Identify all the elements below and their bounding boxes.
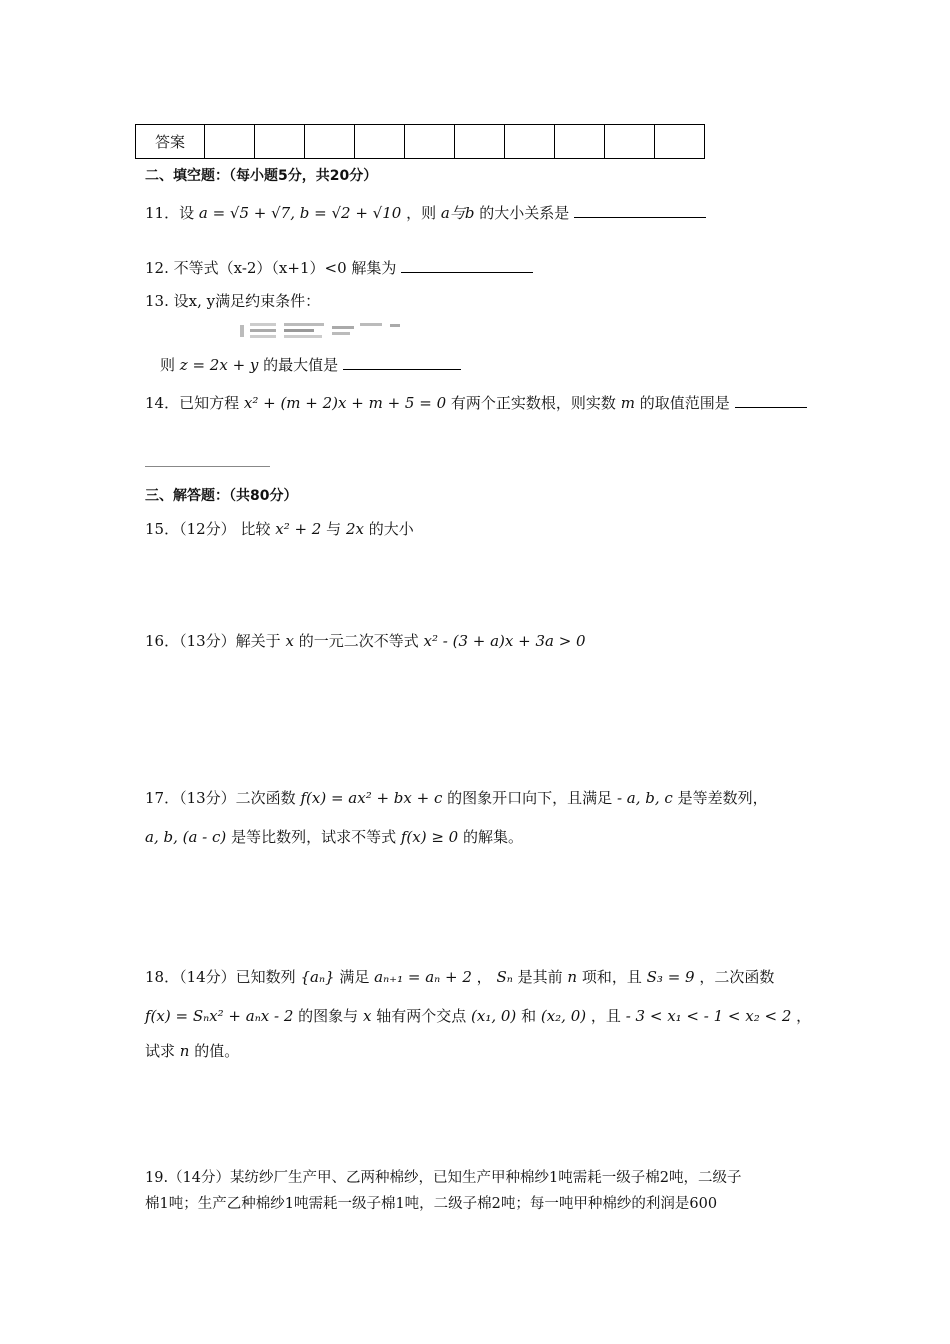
answer-table bbox=[135, 124, 705, 159]
q16-inequality: x² - (3 + a)x + 3a > 0 bbox=[423, 632, 586, 650]
answer-cell[interactable] bbox=[655, 125, 705, 159]
q18-mid2: ， bbox=[476, 968, 492, 986]
answer-label: 答案 bbox=[136, 125, 205, 159]
q18-line2-mid3: ，且 bbox=[590, 1007, 621, 1025]
question-17-line2 bbox=[145, 826, 523, 847]
question-18-line1 bbox=[145, 966, 774, 987]
answer-cell[interactable] bbox=[605, 125, 655, 159]
q18-line3-n: n bbox=[179, 1042, 190, 1060]
question-16 bbox=[145, 630, 586, 651]
q17-line2-mid: 是等比数列，试求不等式 bbox=[231, 828, 397, 846]
q13-answer-blank[interactable] bbox=[343, 355, 461, 370]
q16-var: x bbox=[285, 632, 294, 650]
constraint-system-image bbox=[240, 320, 410, 342]
q17-pre: 17．（13分）二次函数 bbox=[145, 789, 296, 807]
q18-mid3: 是其前 bbox=[517, 968, 563, 986]
question-19-line1: 19.（14分）某纺纱厂生产甲、乙两种棉纱，已知生产甲种棉纱1吨需耗一级子棉2吨，二级子 bbox=[145, 1170, 742, 1186]
question-18-line2 bbox=[145, 1005, 811, 1026]
q14-tail: 的取值范围是 bbox=[639, 394, 730, 412]
answer-cell[interactable] bbox=[505, 125, 555, 159]
question-19-line2: 棉1吨；生产乙种棉纱1吨需耗一级子棉1吨，二级子棉2吨；每一吨甲种棉纱的利润是600 bbox=[145, 1196, 718, 1212]
question-17-line1 bbox=[145, 787, 768, 808]
answer-cell[interactable] bbox=[305, 125, 355, 159]
q11-mid: ，则 bbox=[406, 204, 437, 222]
question-18-line3 bbox=[145, 1040, 239, 1061]
q14-var: m bbox=[620, 394, 635, 412]
q15-pre: 15．（12分） 比较 bbox=[145, 520, 271, 538]
section3-title: 三、解答题：（共80分） bbox=[145, 488, 298, 504]
q15-e1: x² + 2 bbox=[275, 520, 322, 538]
q14-mid: 有两个正实数根，则实数 bbox=[450, 394, 616, 412]
q18-x: x bbox=[362, 1007, 372, 1025]
q18-line2-mid2: 轴有两个交点 bbox=[376, 1007, 467, 1025]
q18-seq: {aₙ} bbox=[300, 968, 335, 986]
q18-pre: 18．（14分）已知数列 bbox=[145, 968, 296, 986]
q13-objective: z = 2x + y bbox=[179, 356, 259, 374]
q18-point1: (x₁, 0) bbox=[471, 1007, 517, 1025]
question-14 bbox=[145, 392, 807, 413]
q18-mid4: 项和，且 bbox=[581, 968, 642, 986]
q14-num: 14．已知方程 bbox=[145, 394, 240, 412]
q17-line2-tail: 的解集。 bbox=[463, 828, 524, 846]
q12-answer-blank[interactable] bbox=[401, 258, 533, 273]
question-11 bbox=[145, 202, 706, 223]
q17-mid: 的图象开口向下，且满足 bbox=[447, 789, 613, 807]
q15-e2: 2x bbox=[345, 520, 364, 538]
q13-objective-pre: 则 bbox=[160, 356, 176, 374]
answer-cell[interactable] bbox=[355, 125, 405, 159]
q18-point2: (x₂, 0) bbox=[540, 1007, 587, 1025]
q15-mid: 与 bbox=[326, 520, 342, 538]
q18-he: 和 bbox=[521, 1007, 537, 1025]
q11-formula: a = √5 + √7, b = √2 + √10 bbox=[198, 204, 402, 222]
q18-s3: S₃ = 9 bbox=[646, 968, 695, 986]
question-13: 13. 设x, y满足约束条件： bbox=[145, 292, 321, 310]
answer-cell[interactable] bbox=[205, 125, 255, 159]
q18-line1-tail: ，二次函数 bbox=[699, 968, 775, 986]
q12-text: 12. 不等式（x-2）（x+1）<0 解集为 bbox=[145, 259, 397, 277]
q18-mid: 满足 bbox=[339, 968, 370, 986]
section2-title: 二、填空题：（每小题5分，共20分） bbox=[145, 168, 378, 184]
q16-mid: 的一元二次不等式 bbox=[298, 632, 419, 650]
q11-vars: a与b bbox=[440, 204, 475, 222]
q15-tail: 的大小 bbox=[368, 520, 414, 538]
answer-cell[interactable] bbox=[255, 125, 305, 159]
q18-line2-tail: ， bbox=[796, 1007, 812, 1025]
q18-line3-pre: 试求 bbox=[145, 1042, 176, 1060]
q18-line3-tail: 的值。 bbox=[194, 1042, 240, 1060]
q18-line2-mid: 的图象与 bbox=[298, 1007, 359, 1025]
q14-answer-blank-continued[interactable] bbox=[145, 466, 270, 467]
q17-seq2: a, b, (a - c) bbox=[145, 828, 227, 846]
q18-condition: - 3 < x₁ < - 1 < x₂ < 2 bbox=[625, 1007, 792, 1025]
answer-cell[interactable] bbox=[455, 125, 505, 159]
q13-objective-post: 的最大值是 bbox=[263, 356, 339, 374]
q18-sn: Sₙ bbox=[496, 968, 513, 986]
q11-num: 11．设 bbox=[145, 204, 195, 222]
q18-function: f(x) = Sₙx² + aₙx - 2 bbox=[145, 1007, 294, 1025]
question-13-objective bbox=[160, 354, 461, 375]
q18-n: n bbox=[567, 968, 578, 986]
answer-cell[interactable] bbox=[555, 125, 605, 159]
q18-recurrence: aₙ₊₁ = aₙ + 2 bbox=[374, 968, 472, 986]
q17-inequality: f(x) ≥ 0 bbox=[400, 828, 459, 846]
question-12 bbox=[145, 257, 533, 278]
q11-answer-blank[interactable] bbox=[574, 203, 706, 218]
q17-line1-tail: 是等差数列， bbox=[677, 789, 768, 807]
q11-tail: 的大小关系是 bbox=[479, 204, 570, 222]
answer-cell[interactable] bbox=[405, 125, 455, 159]
question-15 bbox=[145, 518, 414, 539]
q17-seq1: - a, b, c bbox=[616, 789, 673, 807]
q14-equation: x² + (m + 2)x + m + 5 = 0 bbox=[243, 394, 447, 412]
q17-function: f(x) = ax² + bx + c bbox=[300, 789, 443, 807]
q14-answer-blank[interactable] bbox=[735, 393, 807, 408]
q16-pre: 16．（13分）解关于 bbox=[145, 632, 281, 650]
